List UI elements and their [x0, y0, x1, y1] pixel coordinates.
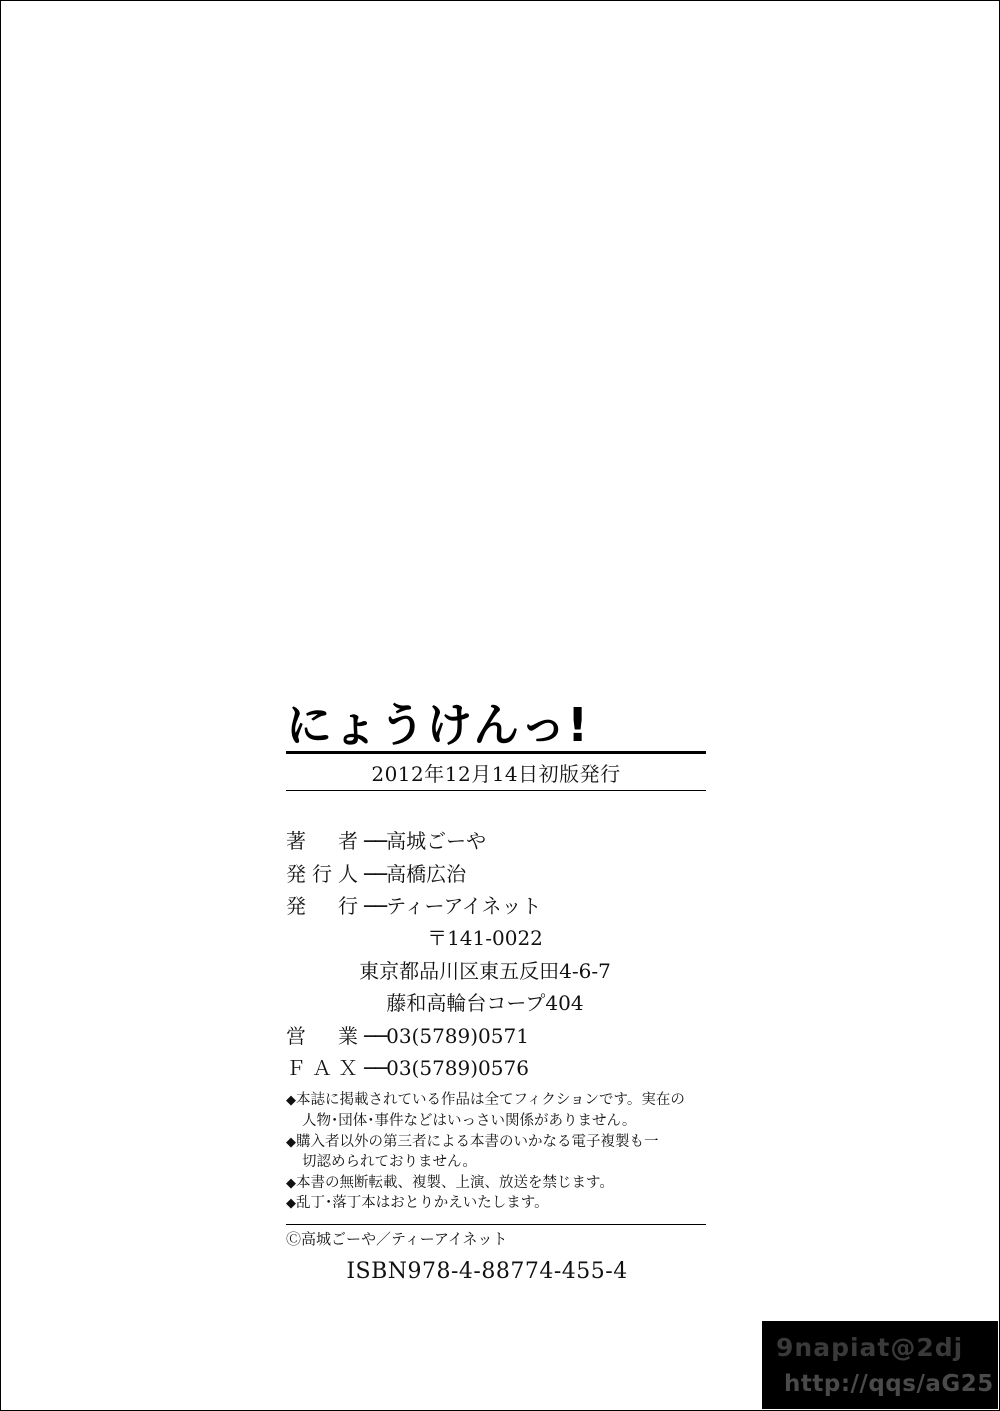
watermark-block [762, 1321, 998, 1409]
notice-item-defective [286, 1193, 706, 1214]
notice-text-fiction-line2: 人物･団体･事件などはいっさい関係がありません。 [302, 1113, 637, 1129]
notice-text-digital-copy-line2: 切認められておりません。 [302, 1154, 477, 1171]
credit-label-author: 著 者 [286, 829, 364, 854]
contact-dash-sales: ── [364, 1023, 387, 1048]
address-line-building: 藤和高輪台コープ404 [386, 991, 584, 1016]
contact-label-fax: ＦＡＸ [286, 1056, 364, 1081]
watermark-url: http://qqs/aG25 [784, 1371, 994, 1397]
watermark-handle: 9napiat@2dj [776, 1333, 964, 1362]
credit-value-author: 高城ごーや [386, 829, 487, 854]
contact-label-sales: 営 業 [286, 1023, 364, 1048]
credit-label-publisher-person: 発行人 [286, 861, 364, 886]
credit-row-publisher [286, 890, 706, 922]
contact-row-sales [286, 1020, 706, 1052]
contact-value-sales: 03(5789)0571 [386, 1023, 529, 1048]
notice-text-reproduction: 本書の無断転載、複製、上演、放送を禁じます。 [296, 1174, 614, 1191]
credit-row-author [286, 825, 706, 857]
contact-dash-fax: ── [364, 1056, 387, 1081]
credit-value-publisher-person: 高橋広治 [386, 861, 467, 886]
publication-date-row [286, 754, 706, 791]
title-block [286, 698, 706, 754]
notices-block [286, 1090, 706, 1213]
notice-text-defective: 乱丁･落丁本はおとりかえいたします。 [296, 1195, 549, 1212]
notice-item-fiction [286, 1090, 706, 1131]
publication-date: 2012年12月14日初版発行 [371, 762, 621, 787]
credit-label-publisher: 発 行 [286, 894, 364, 919]
copyright-line: Ⓒ高城ごーや／ティーアイネット [286, 1224, 706, 1249]
contact-value-fax: 03(5789)0576 [386, 1056, 529, 1081]
notice-item-digital-copy [286, 1132, 706, 1173]
credit-dash-publisher: ── [364, 894, 387, 919]
credit-row-publisher-person [286, 858, 706, 890]
address-line-street: 東京都品川区東五反田4-6-7 [359, 958, 611, 983]
diamond-icon: ◆ [286, 1093, 296, 1109]
diamond-icon: ◆ [286, 1196, 296, 1212]
notice-text-digital-copy-line1: 購入者以外の第三者による本書のいかなる電子複製も一 [296, 1133, 659, 1150]
notice-text-fiction-line1: 本誌に掲載されている作品は全てフィクションです。実在の [296, 1092, 685, 1109]
address-line-postcode: 〒141-0022 [427, 926, 543, 951]
diamond-icon: ◆ [286, 1175, 296, 1191]
notice-item-reproduction [286, 1173, 706, 1194]
colophon-block [286, 698, 706, 1284]
contact-row-fax [286, 1052, 706, 1084]
credit-dash-publisher-person: ── [364, 861, 387, 886]
credit-value-publisher: ティーアイネット [386, 894, 542, 919]
diamond-icon: ◆ [286, 1134, 296, 1150]
isbn-line: ISBN978-4-88774-455-4 [346, 1258, 628, 1284]
page-title: にょうけんっ! [286, 698, 590, 752]
credit-dash-author: ── [364, 829, 387, 854]
